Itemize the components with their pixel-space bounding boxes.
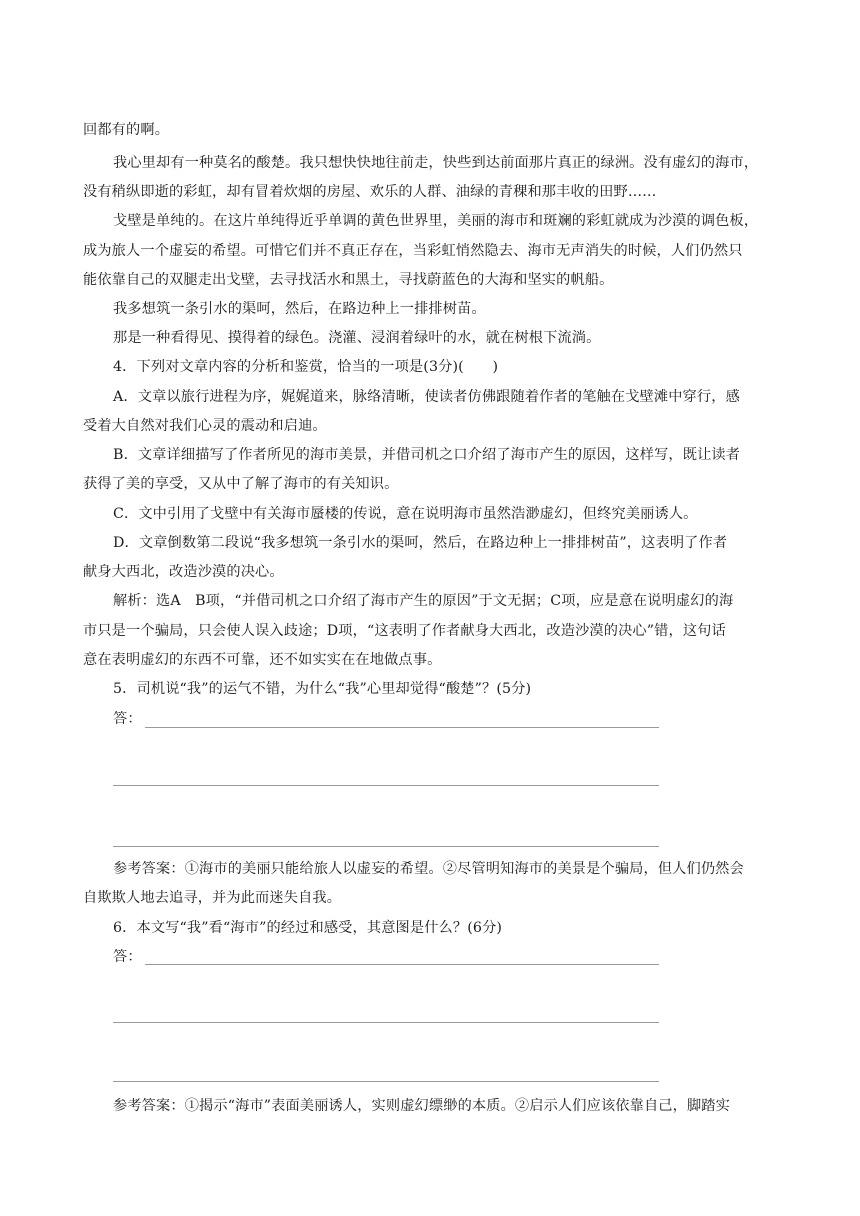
text-line: 成为旅人一个虚妄的希望。可惜它们并不真正存在，当彩虹悄然隐去、海市无声消失的时候，人们仍然只 [83,243,743,259]
reference-answer: 参考答案：①海市的美丽只能给旅人以虚妄的希望。②尽管明知海市的美景是个骗局，但人们仍然会 [113,861,744,877]
text-line: 我多想筑一条引水的渠呵，然后，在路边种上一排排树苗。 [113,301,486,317]
analysis-cont: 意在表明虚幻的东西不可靠，还不如实实在在地做点事。 [83,652,442,668]
option-a: A．文章以旅行进程为序，娓娓道来，脉络清晰，使读者仿佛跟随着作者的笔触在戈壁滩中穿行，感 [113,389,740,405]
option-a-cont: 受着大自然对我们心灵的震动和启迪。 [83,418,327,434]
text-line: 没有稍纵即逝的彩虹，却有冒着炊烟的房屋、欢乐的人群、油绿的青稞和那丰收的田野…… [83,184,657,200]
answer-line [113,1022,659,1023]
answer-line [113,846,659,847]
option-d: D．文章倒数第二段说“我多想筑一条引水的渠呵，然后，在路边种上一排排树苗”，这表明了作者 [113,535,728,551]
option-b-cont: 获得了美的享受，又从中了解了海市的有关知识。 [83,476,399,492]
reference-answer: 参考答案：①揭示“海市”表面美丽诱人，实则虚幻缥缈的本质。②启示人们应该依靠自己，脚踏实 [113,1098,730,1114]
option-c: C．文中引用了戈壁中有关海市蜃楼的传说，意在说明海市虽然浩渺虚幻，但终究美丽诱人。 [113,506,698,522]
option-b: B．文章详细描写了作者所见的海市美景，并借司机之口介绍了海市产生的原因，这样写，既让读者 [113,447,741,463]
answer-line [113,1081,659,1082]
text-line: 那是一种看得见、摸得着的绿色。浇灌、浸润着绿叶的水，就在树根下流淌。 [113,330,601,346]
text-line: 我心里却有一种莫名的酸楚。我只想快快地往前走，快些到达前面那片真正的绿洲。没有虚幻的海市， [113,155,759,171]
analysis-cont: 市只是一个骗局，只会使人误入歧途；D项，“这表明了作者献身大西北，改造沙漠的决心”错，这句话 [83,623,726,639]
answer-label: 答： [113,711,142,727]
text-line: 回都有的啊。 [83,122,170,138]
answer-label: 答： [113,949,142,965]
text-line: 能依靠自己的双腿走出戈壁，去寻找活水和黑土，寻找蔚蓝色的大海和坚实的帆船。 [83,272,614,288]
answer-line [145,964,659,965]
reference-answer-cont: 自欺欺人地去追寻，并为此而迷失自我。 [83,890,342,906]
question-5: 5．司机说“我”的运气不错，为什么“我”心里却觉得“酸楚”？(5分) [113,681,532,697]
answer-line [145,727,659,728]
option-d-cont: 献身大西北，改造沙漠的决心。 [83,564,284,580]
text-line: 戈壁是单纯的。在这片单纯得近乎单调的黄色世界里，美丽的海市和斑斓的彩虹就成为沙漠的调色板， [113,213,759,229]
analysis: 解析：选A B项，“并借司机之口介绍了海市产生的原因”于文无据；C项，应是意在说明虚幻的海 [113,593,734,609]
question-4: 4．下列对文章内容的分析和鉴赏，恰当的一项是(3分)( ) [113,359,499,375]
question-6: 6．本文写“我”看“海市”的经过和感受，其意图是什么？(6分) [113,920,503,936]
answer-line [113,785,659,786]
